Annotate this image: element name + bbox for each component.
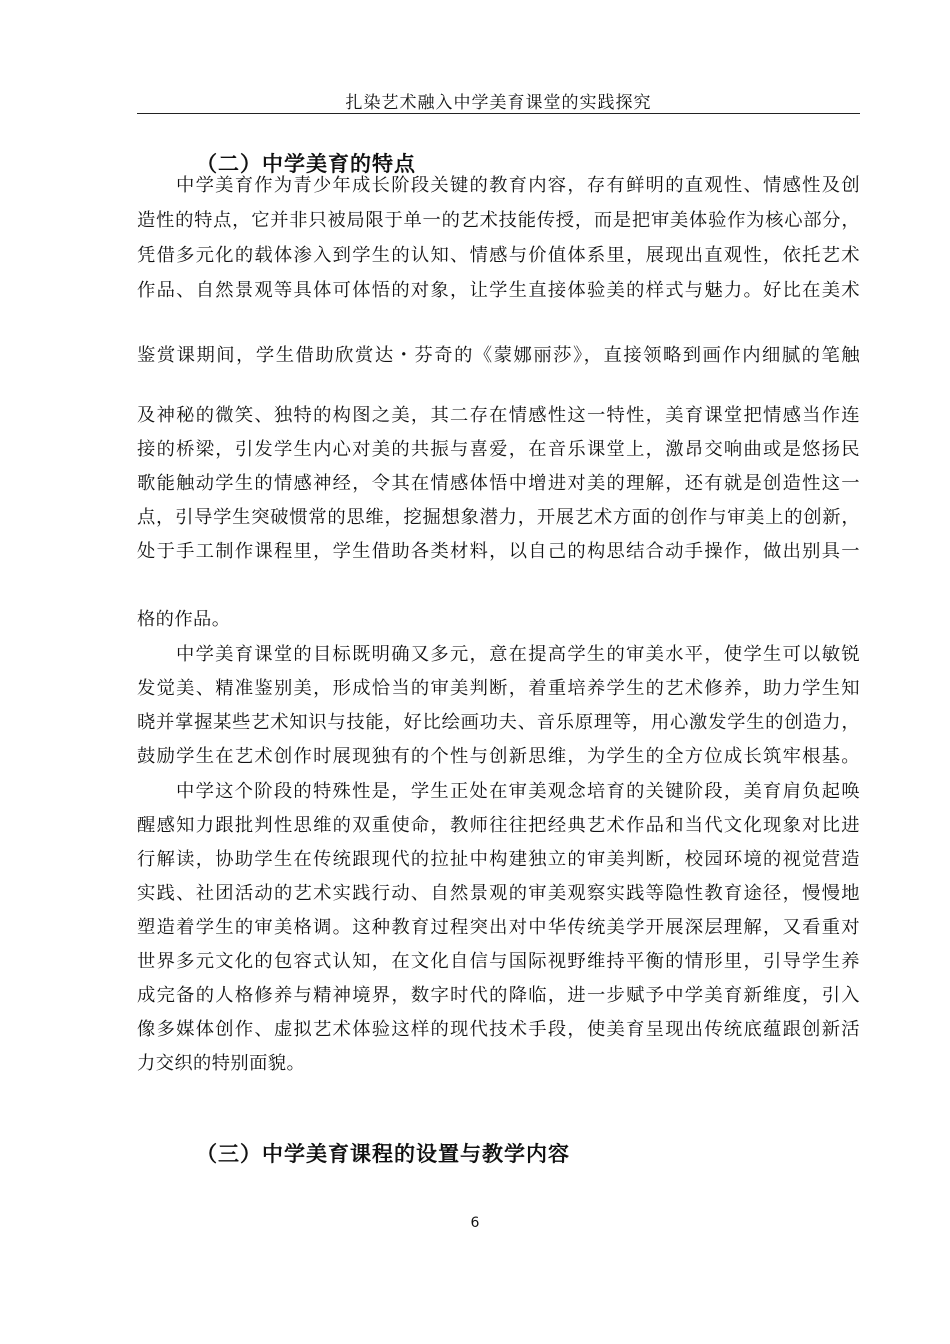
paragraph-line: 及神秘的微笑、独特的构图之美，其二存在情感性这一特性，美育课堂把情感当作连 bbox=[137, 405, 860, 426]
paragraph-line: 行解读，协助学生在传统跟现代的拉扯中构建独立的审美判断，校园环境的视觉营造 bbox=[137, 849, 860, 870]
paragraph-line: 塑造着学生的审美格调。这种教育过程突出对中华传统美学开展深层理解，又看重对 bbox=[137, 917, 860, 938]
paragraph-line: 接的桥梁，引发学生内心对美的共振与喜爱，在音乐课堂上，激昂交响曲或是悠扬民 bbox=[137, 439, 860, 460]
paragraph-line: 晓并掌握某些艺术知识与技能，好比绘画功夫、音乐原理等，用心激发学生的创造力， bbox=[137, 712, 860, 733]
paragraph-line: 处于手工制作课程里，学生借助各类材料，以自己的构思结合动手操作，做出别具一 bbox=[137, 541, 860, 562]
paragraph-line: 中学这个阶段的特殊性是，学生正处在审美观念培育的关键阶段，美育肩负起唤 bbox=[176, 781, 860, 802]
paragraph-line: 格的作品。 bbox=[137, 609, 231, 630]
paragraph-line: 成完备的人格修养与精神境界，数字时代的降临，进一步赋予中学美育新维度，引入 bbox=[137, 985, 860, 1006]
paragraph-line: 像多媒体创作、虚拟艺术体验这样的现代技术手段，使美育呈现出传统底蕴跟创新活 bbox=[137, 1019, 860, 1040]
section-heading-2: （二）中学美育的特点 bbox=[196, 152, 416, 176]
paragraph-line: 凭借多元化的载体渗入到学生的认知、情感与价值体系里，展现出直观性，依托艺术 bbox=[137, 245, 860, 266]
paragraph-line: 歌能触动学生的情感神经，令其在情感体悟中增进对美的理解，还有就是创造性这一 bbox=[137, 473, 860, 494]
paragraph-line: 鉴赏课期间，学生借助欣赏达・芬奇的《蒙娜丽莎》，直接领略到画作内细腻的笔触 bbox=[137, 345, 860, 366]
paragraph-line: 力交织的特别面貌。 bbox=[137, 1053, 306, 1074]
paragraph-line: 点，引导学生突破惯常的思维，挖掘想象潜力，开展艺术方面的创作与审美上的创新， bbox=[137, 507, 860, 528]
paragraph-line: 中学美育作为青少年成长阶段关键的教育内容，存有鲜明的直观性、情感性及创 bbox=[176, 175, 860, 196]
running-header: 扎染艺术融入中学美育课堂的实践探究 bbox=[345, 93, 652, 113]
header-rule bbox=[137, 113, 860, 114]
section-heading-3: （三）中学美育课程的设置与教学内容 bbox=[196, 1142, 570, 1166]
page-number: 6 bbox=[470, 1215, 480, 1231]
paragraph-line: 醒感知力跟批判性思维的双重使命，教师往往把经典艺术作品和当代文化现象对比进 bbox=[137, 815, 860, 836]
paragraph-line: 中学美育课堂的目标既明确又多元，意在提高学生的审美水平，使学生可以敏锐 bbox=[176, 644, 860, 665]
paragraph-line: 作品、自然景观等具体可体悟的对象，让学生直接体验美的样式与魅力。好比在美术 bbox=[137, 280, 860, 301]
paragraph-line: 实践、社团活动的艺术实践行动、自然景观的审美观察实践等隐性教育途径，慢慢地 bbox=[137, 883, 860, 904]
paragraph-line: 世界多元文化的包容式认知，在文化自信与国际视野维持平衡的情形里，引导学生养 bbox=[137, 951, 860, 972]
paragraph-line: 造性的特点，它并非只被局限于单一的艺术技能传授，而是把审美体验作为核心部分， bbox=[137, 210, 860, 231]
paragraph-line: 发觉美、精准鉴别美，形成恰当的审美判断，着重培养学生的艺术修养，助力学生知 bbox=[137, 678, 860, 699]
paragraph-line: 鼓励学生在艺术创作时展现独有的个性与创新思维，为学生的全方位成长筑牢根基。 bbox=[137, 746, 860, 767]
